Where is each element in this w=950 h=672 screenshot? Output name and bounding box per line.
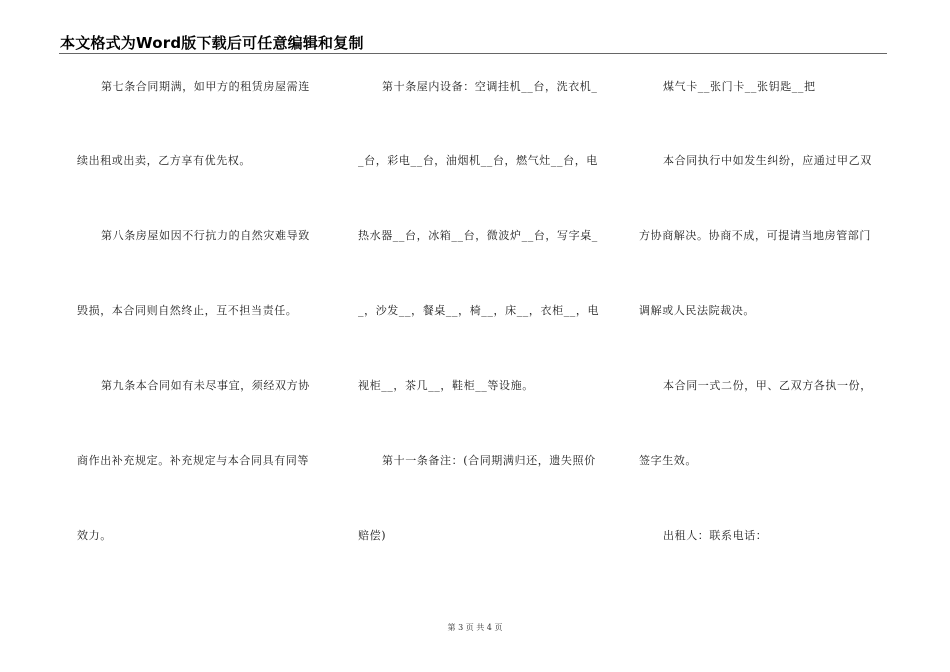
text-line: _台，彩电__台，油烟机__台，燃气灶__台，电 bbox=[358, 154, 598, 167]
header-divider bbox=[59, 53, 887, 54]
document-header-title: 本文格式为Word版下载后可任意编辑和复制 bbox=[60, 34, 364, 52]
text-line: 效力。 bbox=[77, 529, 112, 542]
text-line: 第七条合同期满，如甲方的租赁房屋需连 bbox=[101, 80, 310, 93]
text-line: 商作出补充规定。补充规定与本合同具有同等 bbox=[77, 454, 309, 467]
text-line: 方协商解决。协商不成，可提请当地房管部门 bbox=[639, 229, 871, 242]
text-line: 出租人：联系电话： bbox=[663, 529, 768, 542]
text-line: 毁损，本合同则自然终止，互不担当责任。 bbox=[77, 304, 298, 317]
text-line: 调解或人民法院裁决。 bbox=[639, 304, 755, 317]
text-line: 煤气卡__张门卡__张钥匙__把 bbox=[663, 80, 816, 93]
text-line: 第十一条备注：(合同期满归还，遗失照价 bbox=[382, 454, 596, 467]
text-line: 本合同执行中如发生纠纷，应通过甲乙双 bbox=[663, 154, 872, 167]
text-line: _，沙发__，餐桌__，椅__，床__，衣柜__，电 bbox=[358, 304, 600, 317]
text-line: 续出租或出卖，乙方享有优先权。 bbox=[77, 154, 251, 167]
text-line: 第八条房屋如因不行抗力的自然灾难导致 bbox=[101, 229, 310, 242]
text-line: 本合同一式二份，甲、乙双方各执一份， bbox=[663, 379, 872, 392]
page-number: 第 3 页 共 4 页 bbox=[447, 623, 503, 632]
text-line: 第九条本合同如有未尽事宜，须经双方协 bbox=[101, 379, 310, 392]
text-line: 视柜__，茶几__，鞋柜__等设施。 bbox=[358, 379, 534, 392]
text-line: 赔偿) bbox=[358, 529, 387, 542]
text-line: 热水器__台，冰箱__台，微波炉__台，写字桌_ bbox=[358, 229, 598, 242]
text-line: 签字生效。 bbox=[639, 454, 697, 467]
text-line: 第十条屋内设备：空调挂机__台，洗衣机_ bbox=[382, 80, 598, 93]
